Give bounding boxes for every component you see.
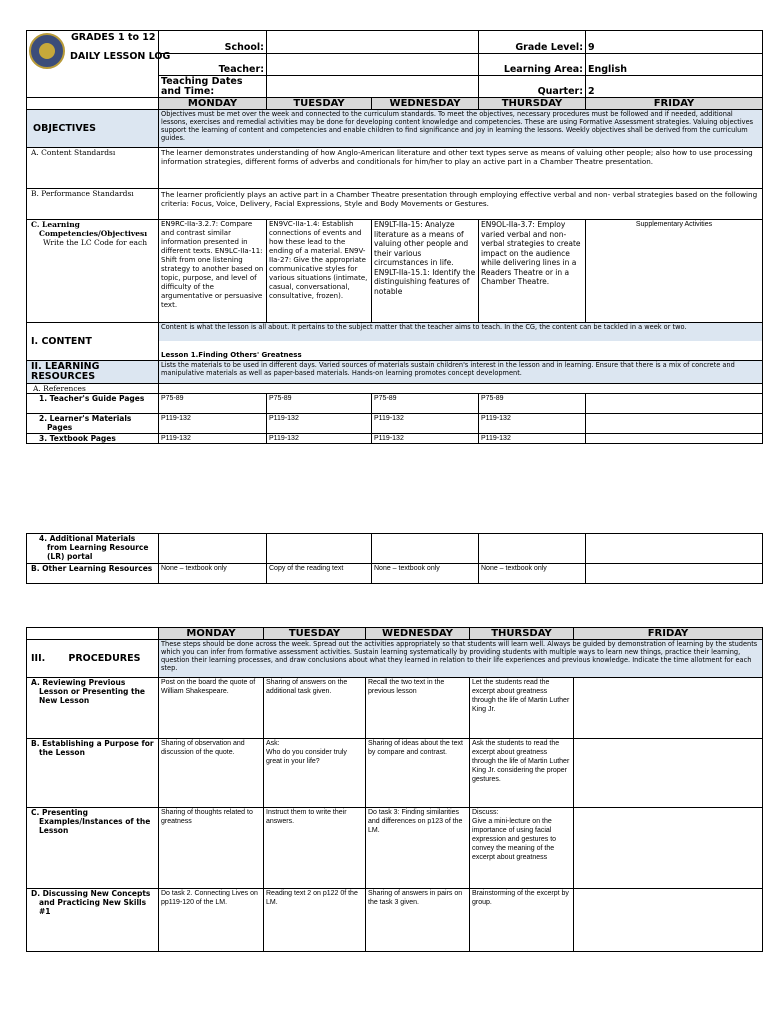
procedure-c-thursday: Discuss: Give a mini-lecture on the importance of using facial expression and gestures to convey the meaning of the excerpt about greatness bbox=[470, 808, 574, 889]
other-resources-label: B. Other Learning Resources bbox=[27, 564, 159, 584]
school-label: School: bbox=[159, 31, 267, 54]
learning-area-value: English bbox=[586, 54, 763, 76]
textbook-pages-monday: P119-132 bbox=[159, 434, 267, 444]
procedure-c-monday: Sharing of thoughts related to greatness bbox=[159, 808, 264, 889]
additional-materials-tuesday bbox=[267, 534, 372, 564]
procedure-a-monday: Post on the board the quote of William Shakespeare. bbox=[159, 678, 264, 739]
teachers-guide-monday: P75-89 bbox=[159, 394, 267, 414]
teachers-guide-wednesday: P75-89 bbox=[372, 394, 479, 414]
other-resources-thursday: None – textbook only bbox=[479, 564, 586, 584]
proc-day-header-wednesday: WEDNESDAY bbox=[366, 628, 470, 640]
quarter-value: 2 bbox=[586, 76, 763, 98]
other-resources-friday bbox=[586, 564, 763, 584]
teachers-guide-label: 1. Teacher's Guide Pages bbox=[27, 394, 159, 414]
references-blank bbox=[159, 384, 763, 394]
procedure-d-thursday: Brainstorming of the excerpt by group. bbox=[470, 889, 574, 952]
day-header-tuesday: TUESDAY bbox=[267, 98, 372, 110]
deped-seal-logo bbox=[29, 33, 65, 69]
teachers-guide-tuesday: P75-89 bbox=[267, 394, 372, 414]
objectives-table bbox=[26, 97, 763, 444]
procedure-d-monday: Do task 2. Connecting Lives on pp119-120 of the LM. bbox=[159, 889, 264, 952]
grade-level-label: Grade Level: bbox=[479, 31, 586, 54]
procedure-d-wednesday: Sharing of answers in pairs on the task 3 given. bbox=[366, 889, 470, 952]
content-cell bbox=[159, 323, 763, 361]
competency-wednesday: EN9LT-IIa-15: Analyze literature as a means of valuing other people and their various circumstances in life. EN9LT-IIa-15.1: Identify the distinguishing features of notable bbox=[372, 220, 479, 323]
procedures-note: These steps should be done across the week. Spread out the activities appropriately so that students will learn well. Always be guided by demonstration of learning by the students which you can infer from formative assessment activities. Sustain learning systematically by providing students with multiple ways to learn new things, practice their learning, question their learning processes, and draw conclusions about what they learned in relation to their life experiences and previous knowledge. Indicate the time allotment for each step. bbox=[159, 640, 763, 678]
teacher-label: Teacher: bbox=[159, 54, 267, 76]
competencies-note: Write the LC Code for each bbox=[43, 238, 148, 247]
procedures-label: III. PROCEDURES bbox=[27, 640, 159, 678]
competency-tuesday: EN9VC-IIa-1.4: Establish connections of events and how these lead to the ending of a material. EN9V-IIa-27: Give the appropriate communicative styles for various situations (intimate, casual, conversational, consultative, frozen). bbox=[267, 220, 372, 323]
references-label: A. References bbox=[27, 384, 159, 394]
procedure-c-label: C. Presenting Examples/Instances of the Lesson bbox=[27, 808, 159, 889]
textbook-pages-friday bbox=[586, 434, 763, 444]
procedure-c-friday bbox=[574, 808, 763, 889]
day-header-blank bbox=[27, 98, 159, 110]
competencies-label: C. Learning Competencies/Objectivesı bbox=[31, 220, 148, 238]
content-label: I. CONTENT bbox=[27, 323, 159, 361]
content-lesson-title: Lesson 1.Finding Others' Greatness bbox=[161, 351, 302, 359]
header-title-line2: DAILY LESSON LOG bbox=[70, 51, 171, 62]
textbook-pages-wednesday: P119-132 bbox=[372, 434, 479, 444]
competency-friday: Supplementary Activities bbox=[586, 220, 763, 323]
procedure-a-wednesday: Recall the two text in the previous lesson bbox=[366, 678, 470, 739]
day-header-monday: MONDAY bbox=[159, 98, 267, 110]
lesson-log-main-table bbox=[26, 30, 763, 98]
proc-day-header-friday: FRIDAY bbox=[574, 628, 763, 640]
proc-day-header-blank bbox=[27, 628, 159, 640]
procedure-a-label: A. Reviewing Previous Lesson or Presenting the New Lesson bbox=[27, 678, 159, 739]
textbook-pages-tuesday: P119-132 bbox=[267, 434, 372, 444]
competencies-label-cell bbox=[27, 220, 159, 323]
procedure-b-label: B. Establishing a Purpose for the Lesson bbox=[27, 739, 159, 808]
additional-materials-label: 4. Additional Materials from Learning Resource (LR) portal bbox=[27, 534, 159, 564]
procedure-b-wednesday: Sharing of ideas about the text by compare and contrast. bbox=[366, 739, 470, 808]
additional-materials-friday bbox=[586, 534, 763, 564]
grade-level-value: 9 bbox=[586, 31, 763, 54]
objectives-text: Objectives must be met over the week and connected to the curriculum standards. To meet the objectives, necessary procedures must be followed and if needed, additional lessons, exercises and remedial activities may be done for developing content knowledge and competencies. These are using Formative Assessment strategies. Valuing objectives support the learning of content and competencies and enable children to find significance and joy in learning the lessons. Weekly objectives shall be derived from the curriculum guides. bbox=[159, 110, 763, 148]
content-standards-text: The learner demonstrates understanding of how Anglo-American literature and other text types serve as means of valuing other people; also how to use processing information strategies, different forms of adverbs and conditionals for him/her to play an active part in a Chamber Theatre presentation. bbox=[159, 148, 763, 189]
additional-resources-table bbox=[26, 533, 763, 584]
additional-materials-monday bbox=[159, 534, 267, 564]
proc-day-header-thursday: THURSDAY bbox=[470, 628, 574, 640]
learners-materials-monday: P119-132 bbox=[159, 414, 267, 434]
learners-materials-wednesday: P119-132 bbox=[372, 414, 479, 434]
day-header-wednesday: WEDNESDAY bbox=[372, 98, 479, 110]
procedure-a-thursday: Let the students read the excerpt about greatness through the life of Martin Luther King Jr. bbox=[470, 678, 574, 739]
procedure-b-tuesday: Ask: Who do you consider truly great in your life? bbox=[264, 739, 366, 808]
performance-standards-text: The learner proficiently plays an active part in a Chamber Theatre presentation through employing effective verbal and non- verbal strategies based on the following criteria: Focus, Voice, Delivery, Facial Expressions, Style and Body Movements or Gestures. bbox=[159, 189, 763, 220]
header-title-line1: GRADES 1 to 12 bbox=[71, 32, 156, 43]
additional-materials-thursday bbox=[479, 534, 586, 564]
learning-area-label: Learning Area: bbox=[479, 54, 586, 76]
other-resources-wednesday: None – textbook only bbox=[372, 564, 479, 584]
day-header-friday: FRIDAY bbox=[586, 98, 763, 110]
teaching-dates-label: Teaching Dates and Time: bbox=[159, 76, 267, 98]
procedure-b-monday: Sharing of observation and discussion of the quote. bbox=[159, 739, 264, 808]
teacher-value bbox=[267, 54, 479, 76]
procedure-d-label: D. Discussing New Concepts and Practicing New Skills #1 bbox=[27, 889, 159, 952]
learning-resources-label: II. LEARNING RESOURCES bbox=[27, 361, 159, 384]
proc-day-header-monday: MONDAY bbox=[159, 628, 264, 640]
learning-resources-note: Lists the materials to be used in different days. Varied sources of materials sustain children's interest in the lesson and in learning. Ensure that there is a mix of concrete and manipulative materials as well as paper-based materials. Hands-on learning promotes concept development. bbox=[159, 361, 763, 384]
procedure-b-friday bbox=[574, 739, 763, 808]
teaching-dates-value bbox=[267, 76, 479, 98]
school-value bbox=[267, 31, 479, 54]
teachers-guide-thursday: P75-89 bbox=[479, 394, 586, 414]
learners-materials-friday bbox=[586, 414, 763, 434]
other-resources-monday: None – textbook only bbox=[159, 564, 267, 584]
competency-thursday: EN9OL-IIa-3.7: Employ varied verbal and non-verbal strategies to create impact on the audience while delivering lines in a Readers Theatre or in a Chamber Theatre. bbox=[479, 220, 586, 323]
procedure-d-tuesday: Reading text 2 on p122 0f the LM. bbox=[264, 889, 366, 952]
procedure-c-tuesday: Instruct them to write their answers. bbox=[264, 808, 366, 889]
procedure-a-tuesday: Sharing of answers on the additional task given. bbox=[264, 678, 366, 739]
textbook-pages-thursday: P119-132 bbox=[479, 434, 586, 444]
learners-materials-label: 2. Learner's Materials Pages bbox=[27, 414, 159, 434]
day-header-thursday: THURSDAY bbox=[479, 98, 586, 110]
performance-standards-label: B. Performance Standardsı bbox=[27, 189, 159, 220]
procedure-b-thursday: Ask the students to read the excerpt about greatness through the life of Martin Luther King Jr. considering the proper gestures. bbox=[470, 739, 574, 808]
additional-materials-wednesday bbox=[372, 534, 479, 564]
header-title-block bbox=[27, 31, 159, 98]
procedure-a-friday bbox=[574, 678, 763, 739]
textbook-pages-label: 3. Textbook Pages bbox=[27, 434, 159, 444]
procedure-d-friday bbox=[574, 889, 763, 952]
learners-materials-tuesday: P119-132 bbox=[267, 414, 372, 434]
content-standards-label: A. Content Standardsı bbox=[27, 148, 159, 189]
procedure-c-wednesday: Do task 3: Finding similarities and differences on p123 of the LM. bbox=[366, 808, 470, 889]
content-note: Content is what the lesson is all about. It pertains to the subject matter that the teacher aims to teach. In the CG, the content can be tackled in a week or two. bbox=[159, 323, 762, 341]
other-resources-tuesday: Copy of the reading text bbox=[267, 564, 372, 584]
quarter-label: Quarter: bbox=[479, 76, 586, 98]
objectives-label: OBJECTIVES bbox=[27, 110, 159, 148]
competency-monday: EN9RC-IIa-3.2.7: Compare and contrast similar information presented in different texts. EN9LC-IIa-11: Shift from one listening strategy to another based on topic, purpose, and level of difficulty of the argumentative or persuasive text. bbox=[159, 220, 267, 323]
teachers-guide-friday bbox=[586, 394, 763, 414]
procedures-table bbox=[26, 627, 763, 952]
learners-materials-thursday: P119-132 bbox=[479, 414, 586, 434]
proc-day-header-tuesday: TUESDAY bbox=[264, 628, 366, 640]
